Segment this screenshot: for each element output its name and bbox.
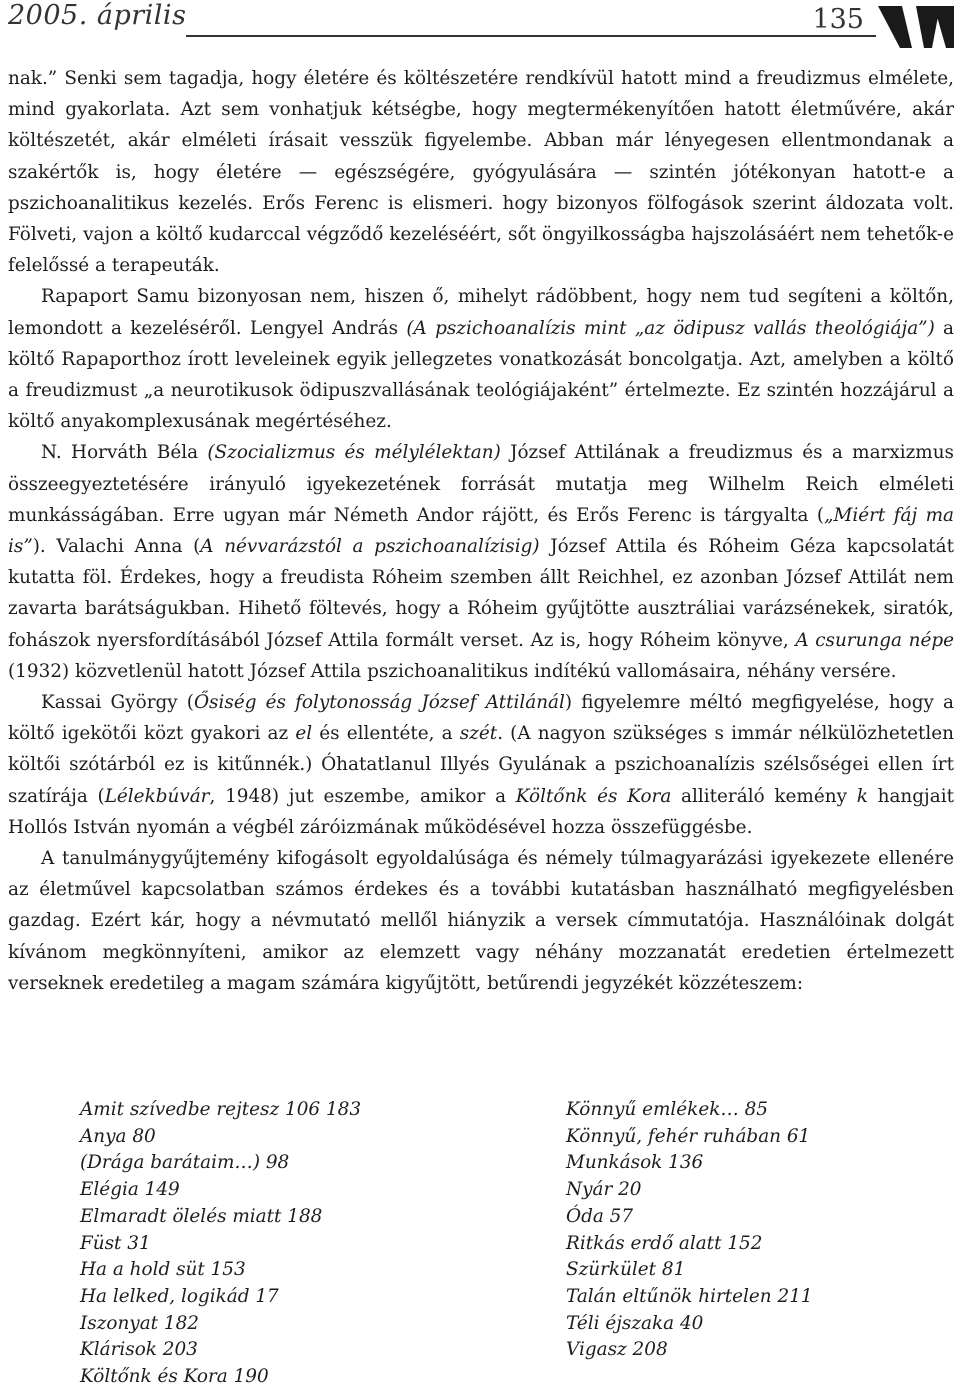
poem-index-entry: Munkások 136 (566, 1152, 704, 1174)
italic-text-segment: (Szocializmus és mélylélektan) (207, 442, 501, 464)
text-segment: A tanulmánygyűjtemény kifogásolt egyoldalúsága és némely túlmagyarázási igyekezete ellenére az életművel kapcsolatban számos érdekes és a további kutatásban használható megfigyelésben gazdag. Ezért kár, hogy a névmutató mellől hiányzik a versek címmutatója. Használóinak dolgát kívánom megkönnyíteni, amikor az elemzett vagy néhány mozzanatát eredetien értelmezett verseknek eredetileg a magam számára kigyűjtött, betűrendi jegyzékét közzéteszem: (8, 848, 954, 994)
journal-logo-icon (876, 4, 956, 50)
text-segment: József Attila és Róheim Géza kapcsolatát kutatta föl. Érdekes, hogy a freudista Róheim szemben állt Reichhel, ez azonban József Attilát nem zavarta barátságukban. Hihető föltevés, hogy a Róheim gyűjtötte ausztráliai varázsénekek, siratók, fohászok nyersfordításából József Attila formált verset. Az is, hogy Róheim könyve, (8, 536, 954, 651)
poem-index-entry: (Drága barátaim…) 98 (80, 1152, 290, 1174)
article-body (8, 63, 954, 999)
poem-index-entry: Téli éjszaka 40 (566, 1312, 704, 1334)
paragraph (8, 63, 954, 281)
text-segment: Rapaport Samu bizonyosan nem, hiszen ő, mihelyt rádöbbent, hogy nem tud segíteni a költőn, lemondott a kezeléséről. Lengyel András (8, 286, 954, 339)
paragraph (8, 687, 954, 843)
italic-text-segment: (A pszichoanalízis mint „az ödipusz vallás theológiája”) (406, 317, 935, 339)
text-segment: hangjait Hollós István nyomán a végbél záróizmának működésével hozza összefüggésbe. (8, 785, 954, 838)
header-rule (186, 35, 876, 37)
poem-index-entry: Amit szívedbe rejtesz 106 183 (80, 1099, 362, 1120)
poem-index-entry: Ha a hold süt 153 (80, 1259, 246, 1281)
poem-index-entry: Talán eltűnök hirtelen 211 (566, 1285, 813, 1307)
text-segment: a költő Rapaporthoz írott leveleinek egyik jellegzetes vonatkozását boncolgatja. Azt, amelyben a költő a freudizmust „a neurotikusok ödipuszvallásának teológiájaként” értelmezte. Ez szintén hozzájárul a költő anyakomplexusának megértéséhez. (8, 317, 954, 433)
italic-text-segment: Ősiség és folytonosság József Attilánál (193, 692, 565, 714)
italic-text-segment: Lélekbúvár (104, 785, 210, 807)
text-segment: , 1948) jut eszembe, amikor a (209, 785, 516, 807)
text-segment: Kassai György ( (41, 692, 194, 714)
poem-index-entry: Költőnk és Kora 190 (80, 1366, 269, 1388)
poem-index-entry: Ha lelked, logikád 17 (80, 1285, 279, 1307)
poem-index-entry: Iszonyat 182 (80, 1312, 200, 1334)
text-segment: nak.” Senki sem tagadja, hogy életére és költészetére rendkívül hatott mind a freudizmus elmélete, mind gyakorlata. Azt sem vonhatjuk kétségbe, hogy megtermékenyítően hatott életművére, akár költészetét, akár elméleti írásait vesszük figyelembe. Abban már lényegesen ellentmondanak a szakértők is, hogy életére — egészségére, gyógyulására — szintén jótékonyan hatott-e a pszichoanalitikus kezelés. Erős Ferenc is elismeri. hogy bizonyos fölfogások szerint áldozata volt. Fölveti, vajon a költő kudarccal végződő kezeléséért, sőt öngyilkosságba hajszolásáért nem tehetők-e felelőssé a terapeuták. (8, 68, 954, 277)
text-segment: ). Valachi Anna ( (32, 536, 201, 558)
poem-index-entry: Elégia 149 (80, 1179, 180, 1201)
italic-text-segment: el (295, 723, 313, 745)
text-segment: (1932) közvetlenül hatott József Attila pszichoanalitikus indítékú vallomásaira, néhány versére. (8, 660, 897, 682)
page-header (0, 0, 960, 52)
poem-index-entry: Vigasz 208 (566, 1339, 668, 1361)
poem-index-entry: Elmaradt ölelés miatt 188 (80, 1205, 323, 1227)
text-segment: N. Horváth Béla (41, 442, 208, 464)
poem-index-entry: Anya 80 (80, 1125, 156, 1147)
paragraph (8, 281, 954, 437)
text-segment: és ellentéte, a (312, 723, 460, 745)
text-segment: ) figyelemre méltó megfigyelése, hogy a költő igekötői közt gyakori az (8, 692, 954, 745)
italic-text-segment: A névvarázstól a pszichoanalízisig) (200, 536, 540, 558)
poem-index-right-column (566, 1097, 813, 1364)
italic-text-segment: „Miért fáj ma is” (8, 504, 954, 558)
text-segment: . (A nagyon szükséges s immár nélkülözhetetlen költői szótárból ez is kitűnnék.) Óhatatlanul Illyés Gyulának a pszichoanalízis szélsőségei ellen írt szatírája ( (8, 723, 954, 807)
poem-index-entry: Könnyű, fehér ruhában 61 (566, 1125, 811, 1147)
poem-index-entry: Könnyű emlékek… 85 (566, 1099, 768, 1120)
issue-date: 2005. április (8, 0, 187, 31)
italic-text-segment: Költőnk és Kora (515, 785, 672, 807)
paragraph (8, 437, 954, 687)
poem-index-entry: Füst 31 (80, 1232, 151, 1254)
text-segment: alliteráló kemény (671, 785, 857, 807)
italic-text-segment: A csurunga népe (795, 629, 955, 651)
poem-index-entry: Szürkület 81 (566, 1259, 686, 1281)
poem-index-entry: Klárisok 203 (80, 1339, 198, 1361)
poem-index-entry: Nyár 20 (566, 1179, 642, 1201)
poem-index-entry: Ritkás erdő alatt 152 (566, 1232, 763, 1254)
page-number: 135 (812, 4, 864, 35)
italic-text-segment: szét (459, 723, 498, 745)
poem-index-entry: Óda 57 (566, 1205, 634, 1227)
text-segment: József Attilának a freudizmus és a marxizmus összeegyeztetésére irányuló igyekezetének forrását mutatja meg Wilhelm Reich elméleti munkásságában. Erre ugyan már Németh Andor rájött, és Erős Ferenc is tárgyalta ( (8, 442, 954, 526)
poem-index-left-column (80, 1097, 361, 1391)
paragraph (8, 843, 954, 999)
italic-text-segment: k (856, 785, 868, 807)
